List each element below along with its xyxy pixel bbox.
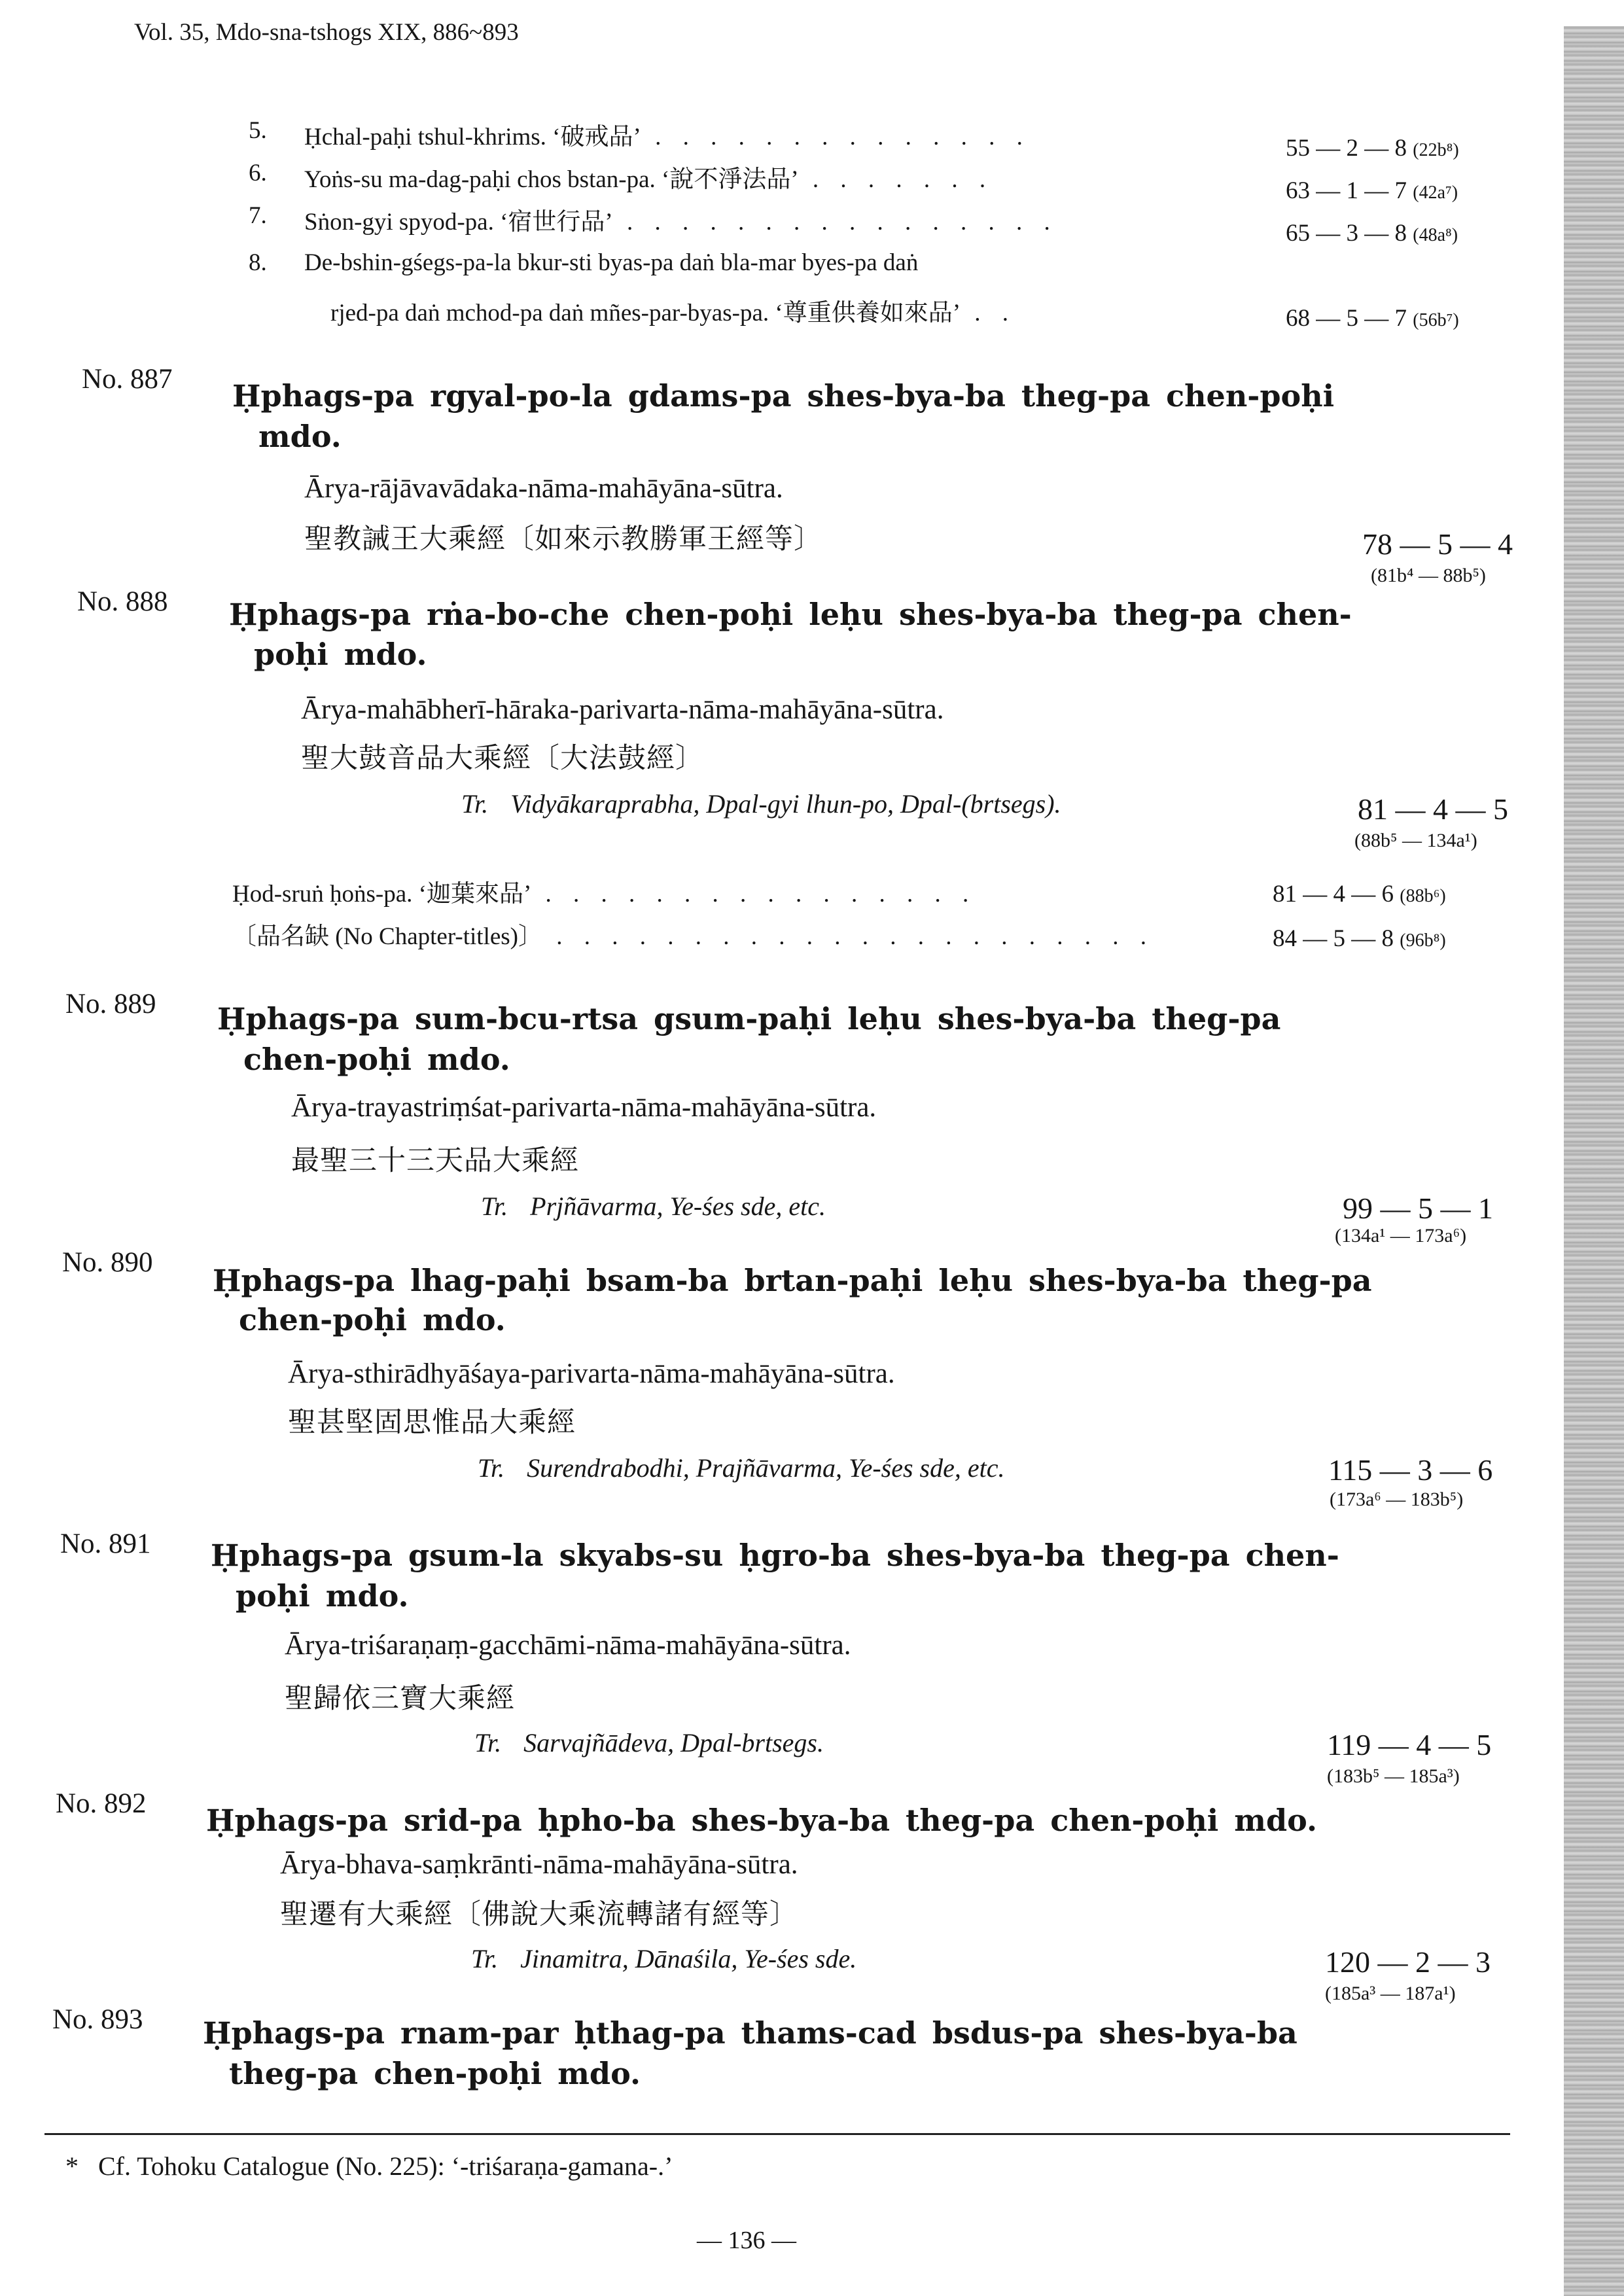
entry-number: No. 892 [56, 1788, 147, 1819]
folio-range: (183b⁵ — 185a³) [1327, 1765, 1460, 1787]
tibetan-title-continued: poḥi mdo. [254, 637, 427, 672]
chapter-number: 5. [249, 117, 267, 144]
folio-range: (88b⁵ — 134a¹) [1354, 830, 1477, 851]
translators: Tr. Prjñāvarma, Ye-śes sde, etc. [481, 1192, 826, 1221]
chapter-title: 〔品名缺 (No Chapter-titles)〕 . . . . . . . . . . . . . . . . . . . . . . [232, 923, 1155, 950]
page-range: 120 — 2 — 3 [1325, 1945, 1491, 1979]
page-range: 78 — 5 — 4 [1362, 527, 1513, 561]
sanskrit-title: Ārya-mahābherī-hāraka-parivarta-nāma-mahāyāna-sūtra. [301, 694, 944, 725]
entry-number: No. 890 [62, 1247, 153, 1278]
tibetan-title: Ḥphags-pa srid-pa ḥpho-ba shes-bya-ba theg-pa chen-poḥi mdo. [206, 1803, 1318, 1838]
chapter-title-continued: rjed-pa daṅ mchod-pa daṅ mñes-par-byas-pa. ‘尊重供養如來品’ . . [330, 300, 1017, 327]
folio-range: (134a¹ — 173a⁶) [1335, 1225, 1467, 1246]
page-number: — 136 — [697, 2227, 796, 2254]
chapter-title: Sṅon-gyi spyod-pa. ‘宿世行品’ . . . . . . . . . . . . . . . . [304, 209, 1058, 236]
footnote-rule [44, 2133, 1510, 2135]
sanskrit-title: Ārya-rājāvavādaka-nāma-mahāyāna-sūtra. [304, 473, 783, 504]
running-head: Vol. 35, Mdo-sna-tshogs XIX, 886~893 [134, 19, 519, 46]
translators: Tr. Surendrabodhi, Prajñāvarma, Ye-śes sde, etc. [478, 1453, 1005, 1483]
sanskrit-title: Ārya-bhava-saṃkrānti-nāma-mahāyāna-sūtra. [280, 1849, 798, 1880]
chapter-number: 7. [249, 202, 267, 229]
chinese-title: 聖甚堅固思惟品大乘經 [288, 1406, 576, 1439]
chapter-location: 68 — 5 — 7 (56b⁷) [1286, 305, 1459, 332]
tibetan-title: Ḥphags-pa rnam-par ḥthag-pa thams-cad bsdus-pa shes-bya-ba [203, 2015, 1297, 2051]
tibetan-title-continued: chen-poḥi mdo. [243, 1042, 510, 1077]
entry-number: No. 888 [77, 586, 168, 617]
chinese-title: 聖教誡王大乘經〔如來示教勝軍王經等〕 [304, 523, 822, 556]
page-range: 99 — 5 — 1 [1343, 1192, 1493, 1225]
chinese-title: 最聖三十三天品大乘經 [291, 1144, 579, 1177]
tibetan-title-continued: mdo. [258, 419, 342, 454]
chapter-location: 65 — 3 — 8 (48a⁸) [1286, 220, 1458, 247]
translators: Tr. Sarvajñādeva, Dpal-brtsegs. [474, 1728, 824, 1757]
chapter-location: 63 — 1 — 7 (42a⁷) [1286, 177, 1458, 204]
chapter-number: 8. [249, 249, 267, 276]
footnote [65, 2151, 673, 2181]
chapter-number: 6. [249, 160, 267, 186]
chapter-title: Ḥchal-paḥi tshul-khrims. ‘破戒品’ . . . . . . . . . . . . . . [304, 124, 1031, 150]
chapter-title: Ḥod-sruṅ ḥoṅs-pa. ‘迦葉來品’ . . . . . . . . . . . . . . . . [232, 881, 977, 908]
entry-number: No. 889 [65, 989, 156, 1019]
page-range: 115 — 3 — 6 [1328, 1453, 1493, 1487]
tibetan-title: Ḥphags-pa sum-bcu-rtsa gsum-paḥi leḥu shes-bya-ba theg-pa [217, 1001, 1281, 1036]
sanskrit-title: Ārya-sthirādhyāśaya-parivarta-nāma-mahāyāna-sūtra. [288, 1358, 895, 1389]
page-range: 119 — 4 — 5 [1327, 1728, 1492, 1761]
translators: Tr. Vidyākaraprabha, Dpal-gyi lhun-po, Dpal-(brtsegs). [461, 789, 1061, 819]
tibetan-title: Ḥphags-pa gsum-la skyabs-su ḥgro-ba shes-bya-ba theg-pa chen- [211, 1538, 1339, 1573]
sanskrit-title: Ārya-trayastriṃśat-parivarta-nāma-mahāyāna-sūtra. [291, 1092, 877, 1123]
tibetan-title-continued: chen-poḥi mdo. [239, 1302, 506, 1337]
entry-number: No. 893 [52, 2004, 143, 2035]
chapter-title: De-bshin-gśegs-pa-la bkur-sti byas-pa daṅ bla-mar byes-pa daṅ [304, 249, 919, 276]
tibetan-title-continued: theg-pa chen-poḥi mdo. [229, 2056, 641, 2091]
tibetan-title: Ḥphags-pa rṅa-bo-che chen-poḥi leḥu shes-bya-ba theg-pa chen- [229, 597, 1352, 632]
chinese-title: 聖歸依三寶大乘經 [285, 1682, 515, 1715]
footnote-text: Cf. Tohoku Catalogue (No. 225): ‘-triśaraṇa-gamana-.’ [98, 2151, 673, 2181]
tibetan-title: Ḥphags-pa rgyal-po-la gdams-pa shes-bya-ba theg-pa chen-poḥi [232, 378, 1335, 414]
chapter-location: 55 — 2 — 8 (22b⁸) [1286, 135, 1459, 162]
sanskrit-title: Ārya-triśaraṇaṃ-gacchāmi-nāma-mahāyāna-sūtra. [285, 1630, 851, 1661]
chapter-title: Yoṅs-su ma-dag-paḥi chos bstan-pa. ‘說不淨法品’ . . . . . . . [304, 166, 994, 193]
entry-number: No. 891 [60, 1528, 151, 1559]
tibetan-title-continued: poḥi mdo. [236, 1578, 409, 1614]
translators: Tr. Jinamitra, Dānaśila, Ye-śes sde. [471, 1944, 857, 1973]
page-range: 81 — 4 — 5 [1358, 792, 1508, 826]
folio-range: (173a⁶ — 183b⁵) [1330, 1489, 1464, 1510]
tibetan-title: Ḥphags-pa lhag-paḥi bsam-ba brtan-paḥi leḥu shes-bya-ba theg-pa [213, 1263, 1372, 1298]
chapter-location: 81 — 4 — 6 (88b⁶) [1273, 881, 1446, 908]
folio-range: (81b⁴ — 88b⁵) [1371, 565, 1486, 586]
entry-number: No. 887 [82, 364, 173, 395]
chinese-title: 聖遷有大乘經〔佛說大乘流轉諸有經等〕 [280, 1898, 798, 1931]
folio-range: (185a³ — 187a¹) [1325, 1983, 1456, 2004]
scan-edge [1564, 26, 1624, 2296]
chapter-location: 84 — 5 — 8 (96b⁸) [1273, 925, 1446, 952]
chinese-title: 聖大鼓音品大乘經〔大法鼓經〕 [301, 742, 704, 775]
footnote-mark: * [65, 2151, 79, 2181]
